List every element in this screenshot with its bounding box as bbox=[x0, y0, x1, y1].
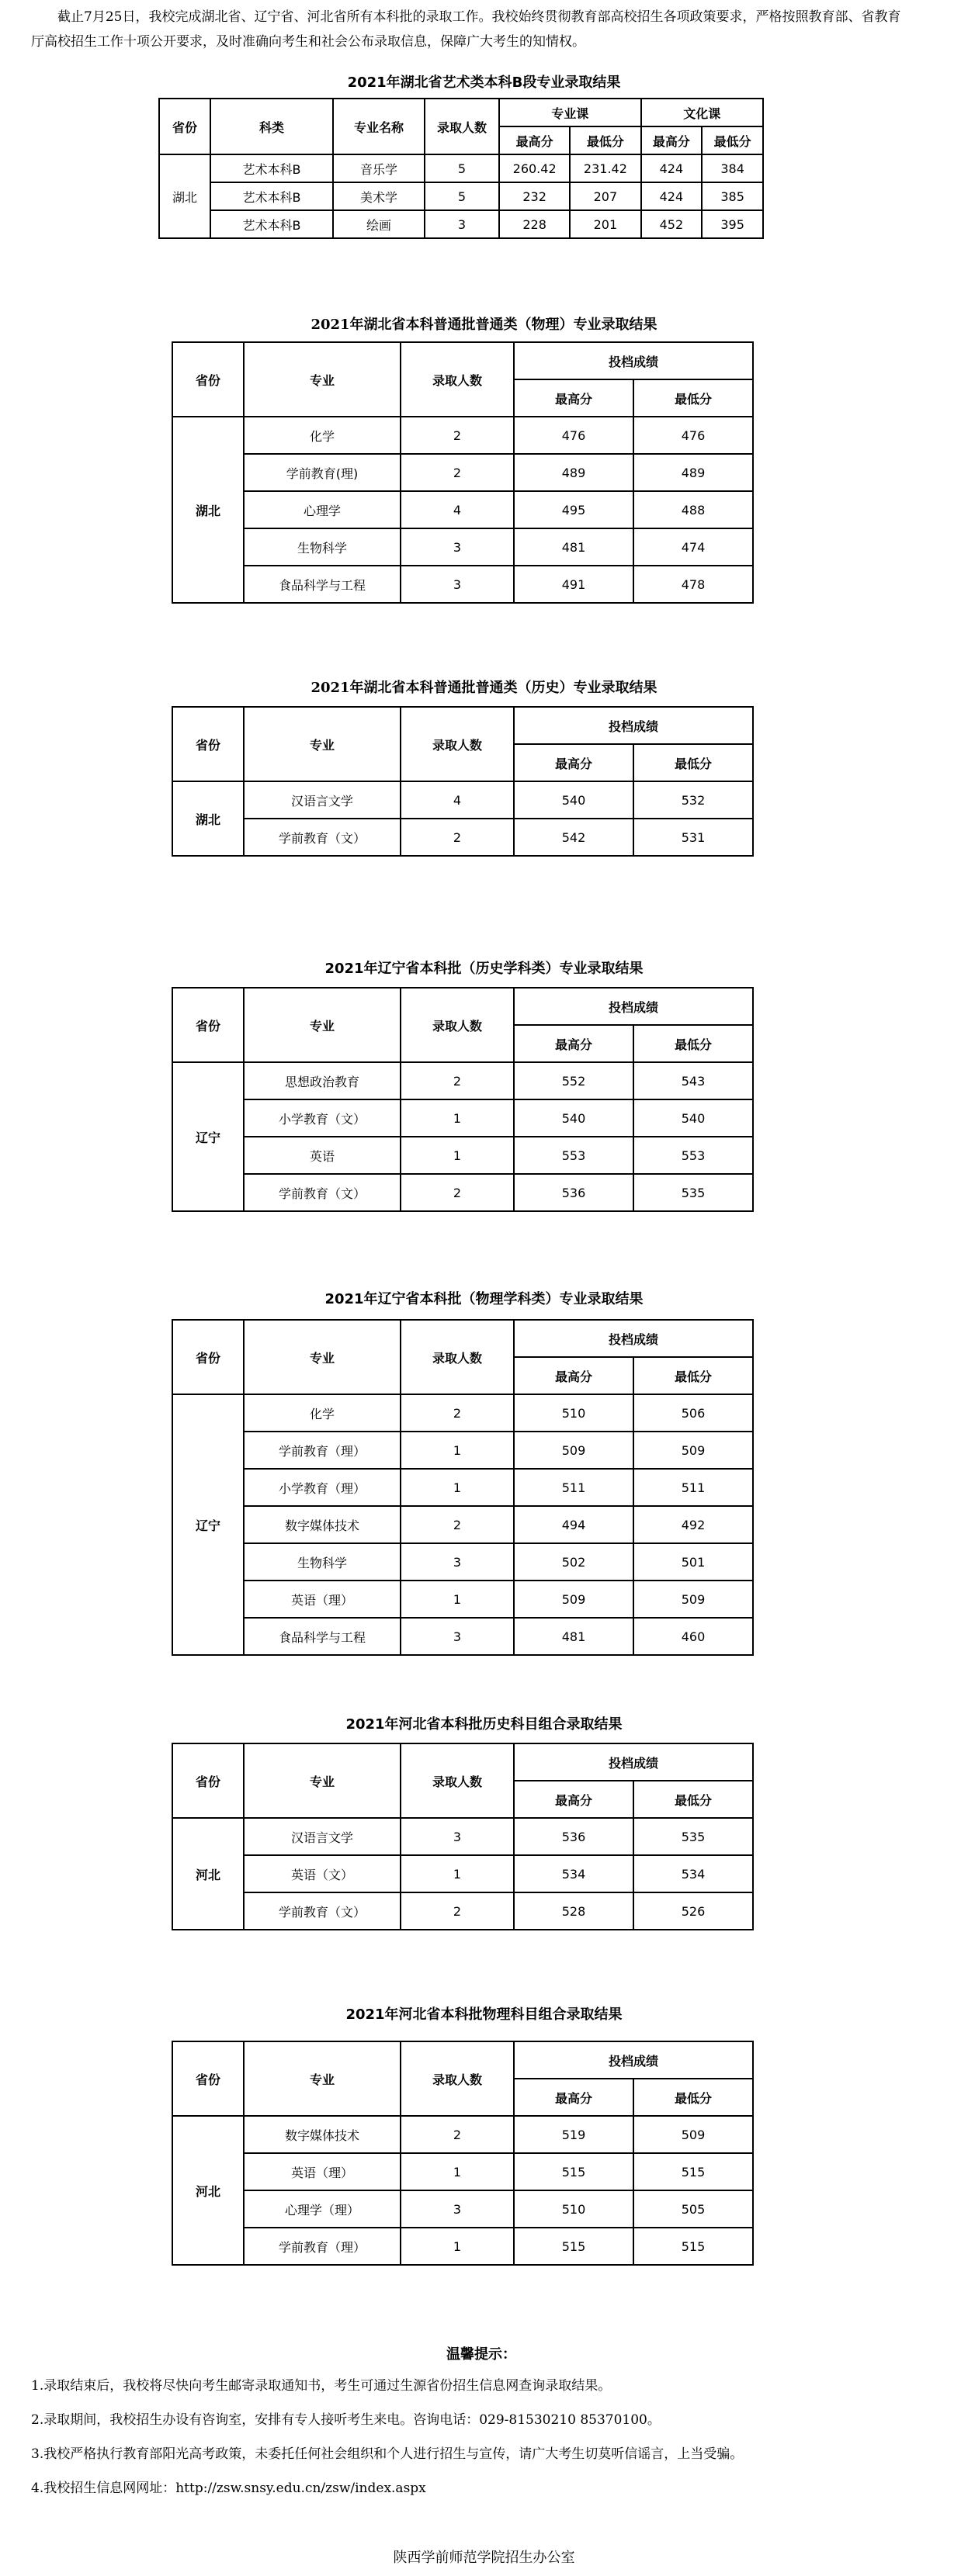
table-row bbox=[172, 1506, 753, 1543]
header-province: 省份 bbox=[172, 2041, 244, 2116]
header-type: 科类 bbox=[210, 99, 333, 154]
cell: 531 bbox=[633, 819, 753, 856]
province-cell: 湖北 bbox=[172, 781, 244, 856]
header-major: 专业 bbox=[244, 988, 401, 1062]
intro-paragraph: 截止7月25日，我校完成湖北省、辽宁省、河北省所有本科批的录取工作。我校始终贯彻教育部高校招生各项政策要求，严格按照教育部、省教育厅高校招生工作十项公开要求，及时准确向考生和社会公布录取信息，保障广大考生的知情权。 bbox=[31, 9, 901, 50]
cell: 食品科学与工程 bbox=[244, 1618, 401, 1655]
table-row bbox=[172, 2153, 753, 2190]
cell: 553 bbox=[633, 1137, 753, 1174]
cell: 494 bbox=[514, 1506, 633, 1543]
cell: 424 bbox=[641, 182, 703, 210]
cell: 384 bbox=[702, 154, 763, 182]
table-row bbox=[172, 1543, 753, 1581]
cell: 424 bbox=[641, 154, 703, 182]
cell: 515 bbox=[633, 2228, 753, 2265]
cell: 509 bbox=[514, 1432, 633, 1469]
t3-admission-table bbox=[172, 987, 754, 1212]
cell: 231.42 bbox=[570, 154, 640, 182]
t3-title bbox=[0, 957, 968, 978]
header-min: 最低分 bbox=[633, 1025, 753, 1062]
cell: 492 bbox=[633, 1506, 753, 1543]
table-row bbox=[172, 566, 753, 603]
cell: 1 bbox=[401, 1137, 514, 1174]
header-min: 最低分 bbox=[633, 1781, 753, 1818]
table-title-text: 2021年湖北省本科普通批普通类（历史）专业录取结果 bbox=[311, 680, 657, 696]
table-title-text: 2021年辽宁省本科批（物理学科类）专业录取结果 bbox=[324, 1291, 644, 1307]
header-count: 录取人数 bbox=[401, 342, 514, 417]
t4-title bbox=[0, 1288, 968, 1308]
table-row bbox=[159, 182, 763, 210]
cell: 478 bbox=[633, 566, 753, 603]
header-province: 省份 bbox=[172, 707, 244, 781]
cell: 535 bbox=[633, 1174, 753, 1211]
header-max: 最高分 bbox=[514, 379, 633, 417]
t6-admission-table bbox=[172, 2041, 754, 2266]
table-row bbox=[172, 2190, 753, 2228]
t5-admission-table bbox=[172, 1743, 754, 1930]
header-province: 省份 bbox=[159, 99, 210, 154]
cell: 228 bbox=[499, 210, 570, 238]
table-row bbox=[172, 1432, 753, 1469]
footer-signature: 陕西学前师范学院招生办公室 bbox=[393, 2550, 575, 2566]
cell: 232 bbox=[499, 182, 570, 210]
cell: 491 bbox=[514, 566, 633, 603]
header-major: 专业 bbox=[244, 1320, 401, 1394]
cell: 519 bbox=[514, 2116, 633, 2153]
cell: 学前教育（理） bbox=[244, 1432, 401, 1469]
header-culture: 文化课 bbox=[641, 99, 763, 126]
header-pro-max: 最高分 bbox=[499, 126, 570, 154]
cell: 515 bbox=[514, 2228, 633, 2265]
province-cell: 辽宁 bbox=[172, 1394, 244, 1655]
cell: 1 bbox=[401, 1099, 514, 1137]
cell: 501 bbox=[633, 1543, 753, 1581]
cell: 2 bbox=[401, 1892, 514, 1930]
cell: 1 bbox=[401, 2153, 514, 2190]
header-score: 投档成绩 bbox=[514, 1743, 753, 1781]
cell: 3 bbox=[401, 528, 514, 566]
cell: 534 bbox=[514, 1855, 633, 1892]
cell: 509 bbox=[633, 1581, 753, 1618]
header-max: 最高分 bbox=[514, 1781, 633, 1818]
cell: 3 bbox=[401, 566, 514, 603]
header-major: 专业 bbox=[244, 1743, 401, 1818]
table-row bbox=[172, 1855, 753, 1892]
cell: 526 bbox=[633, 1892, 753, 1930]
header-major: 专业 bbox=[244, 707, 401, 781]
header-min: 最低分 bbox=[633, 744, 753, 781]
header-count: 录取人数 bbox=[401, 707, 514, 781]
header-major: 专业名称 bbox=[333, 99, 425, 154]
header-cul-max: 最高分 bbox=[641, 126, 703, 154]
cell: 553 bbox=[514, 1137, 633, 1174]
cell: 生物科学 bbox=[244, 1543, 401, 1581]
table-row bbox=[172, 528, 753, 566]
cell: 数字媒体技术 bbox=[244, 1506, 401, 1543]
cell: 476 bbox=[633, 417, 753, 454]
header-cul-min: 最低分 bbox=[702, 126, 763, 154]
table-row bbox=[172, 1174, 753, 1211]
cell: 1 bbox=[401, 1581, 514, 1618]
cell: 心理学（理） bbox=[244, 2190, 401, 2228]
cell: 488 bbox=[633, 491, 753, 528]
header-min: 最低分 bbox=[633, 1357, 753, 1394]
cell: 505 bbox=[633, 2190, 753, 2228]
art-admission-table bbox=[158, 98, 764, 239]
header-pro-min: 最低分 bbox=[570, 126, 640, 154]
cell: 3 bbox=[401, 1818, 514, 1855]
cell: 心理学 bbox=[244, 491, 401, 528]
cell: 1 bbox=[401, 1855, 514, 1892]
cell: 534 bbox=[633, 1855, 753, 1892]
table-row bbox=[172, 2228, 753, 2265]
t2-title bbox=[0, 677, 968, 697]
cell: 美术学 bbox=[333, 182, 425, 210]
header-count: 录取人数 bbox=[401, 2041, 514, 2116]
cell: 英语（理） bbox=[244, 1581, 401, 1618]
t2-admission-table bbox=[172, 706, 754, 857]
table-row bbox=[172, 1062, 753, 1099]
table-row bbox=[172, 417, 753, 454]
cell: 528 bbox=[514, 1892, 633, 1930]
tip-item: 1.录取结束后，我校将尽快向考生邮寄录取通知书，考生可通过生源省份招生信息网查询录取结果。 bbox=[31, 2378, 612, 2394]
cell: 思想政治教育 bbox=[244, 1062, 401, 1099]
table-row bbox=[159, 210, 763, 238]
table-row bbox=[172, 1618, 753, 1655]
tip-item: 2.录取期间，我校招生办设有咨询室，安排有专人接听考生来电。咨询电话：029-81530210 85370100。 bbox=[31, 2412, 661, 2428]
cell: 1 bbox=[401, 1432, 514, 1469]
province-cell: 河北 bbox=[172, 1818, 244, 1930]
cell: 食品科学与工程 bbox=[244, 566, 401, 603]
tip-item: 3.我校严格执行教育部阳光高考政策，未委托任何社会组织和个人进行招生与宣传，请广大考生切莫听信谣言，上当受骗。 bbox=[31, 2446, 744, 2462]
header-max: 最高分 bbox=[514, 1025, 633, 1062]
cell: 学前教育（文） bbox=[244, 1174, 401, 1211]
table-row bbox=[172, 819, 753, 856]
cell: 474 bbox=[633, 528, 753, 566]
cell: 489 bbox=[633, 454, 753, 491]
cell: 511 bbox=[633, 1469, 753, 1506]
cell: 509 bbox=[633, 2116, 753, 2153]
cell: 495 bbox=[514, 491, 633, 528]
cell: 543 bbox=[633, 1062, 753, 1099]
cell: 小学教育（文） bbox=[244, 1099, 401, 1137]
cell: 536 bbox=[514, 1818, 633, 1855]
table-row bbox=[172, 1137, 753, 1174]
table-row bbox=[172, 1469, 753, 1506]
cell: 552 bbox=[514, 1062, 633, 1099]
cell: 小学教育（理） bbox=[244, 1469, 401, 1506]
t1-title bbox=[0, 313, 968, 334]
cell: 英语 bbox=[244, 1137, 401, 1174]
table-title-text: 2021年辽宁省本科批（历史学科类）专业录取结果 bbox=[324, 961, 644, 977]
cell: 4 bbox=[401, 491, 514, 528]
cell: 260.42 bbox=[499, 154, 570, 182]
cell: 2 bbox=[401, 1506, 514, 1543]
header-score: 投档成绩 bbox=[514, 2041, 753, 2079]
cell: 506 bbox=[633, 1394, 753, 1432]
cell: 502 bbox=[514, 1543, 633, 1581]
cell: 艺术本科B bbox=[210, 210, 333, 238]
t5-title bbox=[0, 1713, 968, 1733]
cell: 艺术本科B bbox=[210, 154, 333, 182]
cell: 509 bbox=[514, 1581, 633, 1618]
cell: 学前教育（文） bbox=[244, 819, 401, 856]
table-row bbox=[172, 1099, 753, 1137]
header-score: 投档成绩 bbox=[514, 1320, 753, 1357]
cell: 201 bbox=[570, 210, 640, 238]
table-row bbox=[172, 781, 753, 819]
cell: 英语（理） bbox=[244, 2153, 401, 2190]
table-row bbox=[159, 154, 763, 182]
cell: 540 bbox=[633, 1099, 753, 1137]
t6-title bbox=[0, 2003, 968, 2024]
header-max: 最高分 bbox=[514, 1357, 633, 1394]
header-major: 专业 bbox=[244, 342, 401, 417]
cell: 英语（文） bbox=[244, 1855, 401, 1892]
province-cell: 湖北 bbox=[159, 154, 210, 238]
cell: 536 bbox=[514, 1174, 633, 1211]
cell: 2 bbox=[401, 1394, 514, 1432]
province-cell: 湖北 bbox=[172, 417, 244, 603]
cell: 5 bbox=[425, 182, 499, 210]
cell: 535 bbox=[633, 1818, 753, 1855]
cell: 489 bbox=[514, 454, 633, 491]
cell: 化学 bbox=[244, 417, 401, 454]
header-professional: 专业课 bbox=[499, 99, 641, 126]
header-province: 省份 bbox=[172, 342, 244, 417]
cell: 2 bbox=[401, 417, 514, 454]
t4-admission-table bbox=[172, 1319, 754, 1656]
header-max: 最高分 bbox=[514, 744, 633, 781]
cell: 化学 bbox=[244, 1394, 401, 1432]
header-count: 录取人数 bbox=[425, 99, 499, 154]
cell: 510 bbox=[514, 1394, 633, 1432]
cell: 3 bbox=[401, 1543, 514, 1581]
cell: 511 bbox=[514, 1469, 633, 1506]
cell: 2 bbox=[401, 1174, 514, 1211]
header-province: 省份 bbox=[172, 1743, 244, 1818]
cell: 1 bbox=[401, 1469, 514, 1506]
table-row bbox=[172, 1892, 753, 1930]
cell: 509 bbox=[633, 1432, 753, 1469]
cell: 数字媒体技术 bbox=[244, 2116, 401, 2153]
header-major: 专业 bbox=[244, 2041, 401, 2116]
cell: 3 bbox=[425, 210, 499, 238]
cell: 生物科学 bbox=[244, 528, 401, 566]
cell: 207 bbox=[570, 182, 640, 210]
cell: 540 bbox=[514, 781, 633, 819]
cell: 学前教育（文） bbox=[244, 1892, 401, 1930]
cell: 515 bbox=[514, 2153, 633, 2190]
table-title-text: 2021年河北省本科批历史科目组合录取结果 bbox=[345, 1716, 623, 1733]
header-score: 投档成绩 bbox=[514, 988, 753, 1025]
table-row bbox=[172, 1581, 753, 1618]
tips-title: 温馨提示： bbox=[446, 2346, 516, 2363]
header-province: 省份 bbox=[172, 1320, 244, 1394]
header-min: 最低分 bbox=[633, 379, 753, 417]
header-score: 投档成绩 bbox=[514, 342, 753, 379]
header-province: 省份 bbox=[172, 988, 244, 1062]
cell: 542 bbox=[514, 819, 633, 856]
cell: 540 bbox=[514, 1099, 633, 1137]
cell: 3 bbox=[401, 2190, 514, 2228]
cell: 452 bbox=[641, 210, 703, 238]
tips-section bbox=[31, 2343, 932, 2511]
cell: 5 bbox=[425, 154, 499, 182]
header-max: 最高分 bbox=[514, 2079, 633, 2116]
province-cell: 辽宁 bbox=[172, 1062, 244, 1211]
cell: 532 bbox=[633, 781, 753, 819]
cell: 3 bbox=[401, 1618, 514, 1655]
tip-item: 4.我校招生信息网网址：http://zsw.snsy.edu.cn/zsw/index.aspx bbox=[31, 2481, 426, 2496]
cell: 2 bbox=[401, 454, 514, 491]
t1-admission-table bbox=[172, 341, 754, 604]
cell: 1 bbox=[401, 2228, 514, 2265]
table-row bbox=[172, 491, 753, 528]
header-count: 录取人数 bbox=[401, 1320, 514, 1394]
cell: 481 bbox=[514, 1618, 633, 1655]
cell: 2 bbox=[401, 2116, 514, 2153]
cell: 汉语言文学 bbox=[244, 781, 401, 819]
cell: 4 bbox=[401, 781, 514, 819]
header-score: 投档成绩 bbox=[514, 707, 753, 744]
cell: 2 bbox=[401, 819, 514, 856]
table-row bbox=[172, 1818, 753, 1855]
header-count: 录取人数 bbox=[401, 1743, 514, 1818]
cell: 395 bbox=[702, 210, 763, 238]
header-count: 录取人数 bbox=[401, 988, 514, 1062]
table-title-text: 2021年湖北省本科普通批普通类（物理）专业录取结果 bbox=[311, 317, 657, 333]
cell: 476 bbox=[514, 417, 633, 454]
province-cell: 河北 bbox=[172, 2116, 244, 2265]
cell: 汉语言文学 bbox=[244, 1818, 401, 1855]
header-min: 最低分 bbox=[633, 2079, 753, 2116]
table-row bbox=[172, 2116, 753, 2153]
cell: 460 bbox=[633, 1618, 753, 1655]
cell: 515 bbox=[633, 2153, 753, 2190]
cell: 绘画 bbox=[333, 210, 425, 238]
cell: 音乐学 bbox=[333, 154, 425, 182]
cell: 2 bbox=[401, 1062, 514, 1099]
table-row bbox=[172, 454, 753, 491]
cell: 学前教育（理） bbox=[244, 2228, 401, 2265]
cell: 学前教育(理) bbox=[244, 454, 401, 491]
cell: 481 bbox=[514, 528, 633, 566]
cell: 艺术本科B bbox=[210, 182, 333, 210]
art-table-title: 2021年湖北省艺术类本科B段专业录取结果 bbox=[347, 74, 621, 91]
cell: 385 bbox=[702, 182, 763, 210]
cell: 510 bbox=[514, 2190, 633, 2228]
table-row bbox=[172, 1394, 753, 1432]
table-title-text: 2021年河北省本科批物理科目组合录取结果 bbox=[345, 2006, 623, 2023]
